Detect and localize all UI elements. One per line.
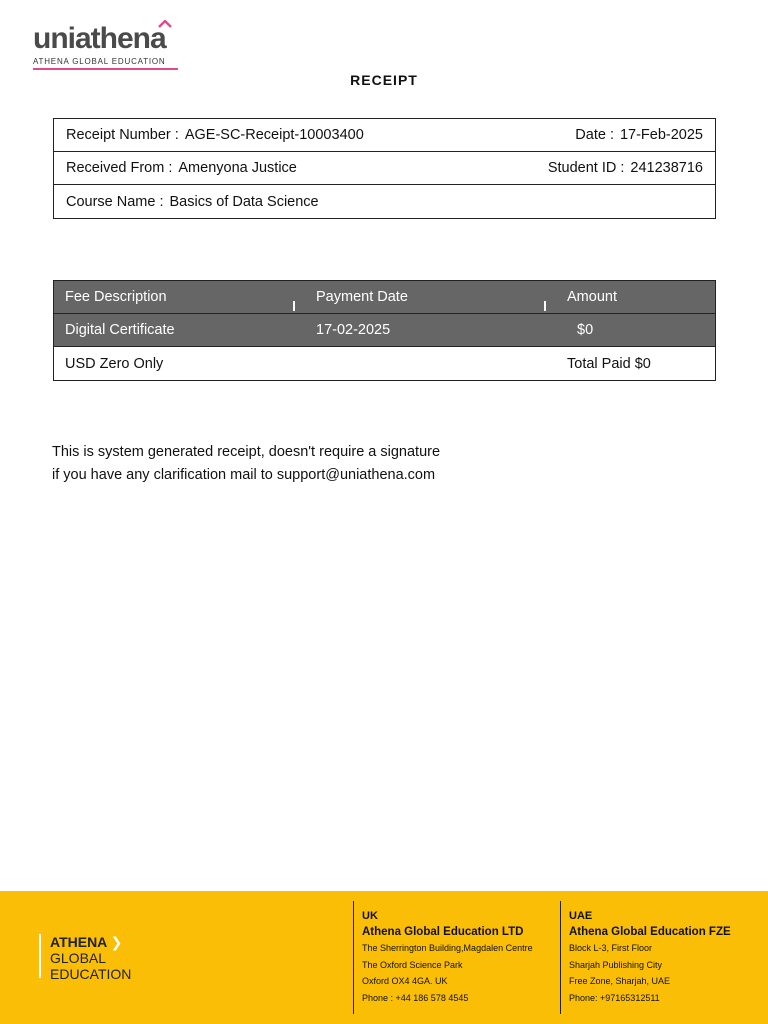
uae-company: Athena Global Education FZE [569, 926, 731, 938]
header-amount: Amount [567, 289, 617, 305]
amount-cell: $0 [577, 322, 594, 338]
fee-table-header [54, 281, 715, 314]
note-line-2: if you have any clarification mail to support@uniathena.com [52, 467, 436, 483]
uk-address-3: Oxford OX4 4GA. UK [362, 976, 448, 986]
uk-company: Athena Global Education LTD [362, 926, 524, 938]
received-from [66, 160, 297, 176]
info-row-received [54, 152, 715, 185]
uae-phone: Phone: +97165312511 [569, 992, 660, 1003]
amount-in-words: USD Zero Only [65, 355, 164, 372]
date-value: 17-Feb-2025 [619, 127, 703, 143]
logo-hat-icon [158, 20, 172, 28]
received-from-value: Amenyona Justice [178, 160, 297, 176]
student-id-label: Student ID : [547, 160, 625, 176]
footer [0, 891, 768, 1024]
footer-brand-line-3: EDUCATION [50, 966, 132, 982]
footer-brand-line-2: GLOBAL [50, 950, 107, 966]
receipt-date [575, 127, 703, 143]
course-name-value: Basics of Data Science [169, 193, 319, 210]
info-row-receipt [54, 119, 715, 152]
fee-description-cell: Digital Certificate [65, 322, 175, 338]
table-row [54, 314, 715, 347]
total-paid: Total Paid $0 [567, 355, 651, 372]
info-row-course [54, 185, 715, 218]
fee-table [53, 280, 716, 381]
logo-tagline: ATHENA GLOBAL EDUCATION [33, 57, 178, 70]
header-fee-description: Fee Description [54, 289, 305, 305]
receipt-number-label: Receipt Number : [66, 127, 179, 143]
column-separator [293, 301, 295, 311]
uk-country: UK [362, 910, 378, 922]
header-payment-date: Payment Date [305, 289, 556, 305]
logo-wordmark: uniathena [33, 22, 166, 55]
uae-address-3: Free Zone, Sharjah, UAE [569, 976, 671, 986]
receipt-number-value: AGE-SC-Receipt-10003400 [184, 127, 364, 143]
fee-total-row [54, 347, 715, 380]
student-id-value: 241238716 [630, 160, 703, 176]
course-name [66, 194, 319, 210]
page-title: RECEIPT [350, 72, 418, 88]
uae-address-1: Block L-3, First Floor [569, 943, 653, 953]
received-from-label: Received From : [66, 160, 173, 176]
course-name-label: Course Name : [66, 193, 164, 210]
footer-brand [39, 934, 132, 982]
footer-brand-line-1: ATHENA ❯ [50, 934, 123, 950]
receipt-info-box [53, 118, 716, 219]
footer-uk-address [353, 901, 560, 1014]
column-separator [544, 301, 546, 311]
uniathena-logo [33, 24, 183, 70]
note-line-1: This is system generated receipt, doesn't require a signature [52, 444, 441, 460]
uae-address-2: Sharjah Publishing City [569, 959, 663, 970]
uk-address-2: The Oxford Science Park [362, 959, 463, 970]
student-id [548, 160, 703, 176]
uk-address-1: The Sherrington Building,Magdalen Centre [362, 943, 533, 953]
receipt-number [66, 127, 364, 143]
footer-uae-address [560, 901, 768, 1014]
uae-country: UAE [569, 910, 593, 922]
date-label: Date : [575, 127, 614, 143]
uk-phone: Phone : +44 186 578 4545 [362, 992, 469, 1003]
system-note [52, 441, 440, 487]
chevron-right-icon: ❯ [110, 934, 123, 950]
payment-date-cell: 17-02-2025 [316, 322, 391, 338]
